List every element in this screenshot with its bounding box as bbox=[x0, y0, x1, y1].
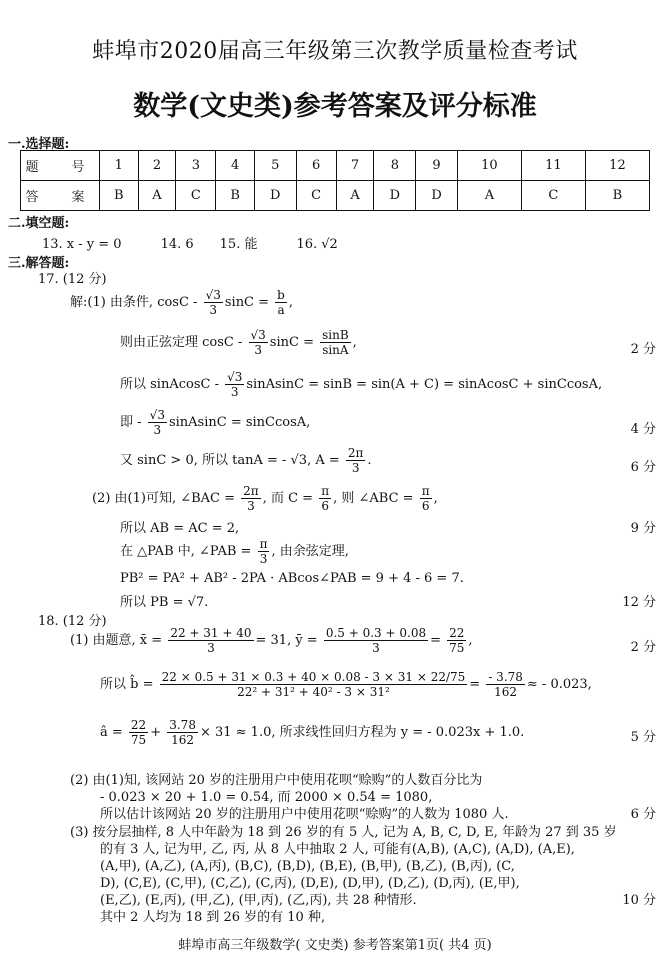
table-cell: 8 bbox=[374, 151, 416, 181]
table-cell: B bbox=[100, 181, 139, 211]
table-cell: B bbox=[216, 181, 255, 211]
score-mark: 5 分 bbox=[630, 730, 656, 745]
fraction: $\frac{22 + 31 + 40}{3}$ bbox=[170, 626, 252, 655]
fraction: $\frac{√3}{3}$ bbox=[227, 370, 243, 399]
fraction: $\frac{\pi}{3}$ bbox=[259, 537, 268, 566]
q18-line-2: 所以 b̂ = $\frac{22 \times 0.5 + 31 \times 0.3 + 40 \times 0.08 - 3 \times 31 \times 22/75}{\text{22² + 31² + 40² - 3 × 31²}}$ = $\frac{- 3.78}{162}$ ≈ - 0.023, bbox=[100, 670, 592, 699]
table-cell: 3 bbox=[176, 151, 216, 181]
page-footer: 蚌埠市高三年级数学( 文史类) 参考答案第1页( 共4 页) bbox=[178, 938, 492, 953]
table-cell: 7 bbox=[336, 151, 374, 181]
q17-part-2-line-5: 所以 PB = √7. bbox=[120, 595, 209, 610]
table-cell: C bbox=[296, 181, 336, 211]
score-mark: 2 分 bbox=[630, 342, 656, 357]
q18-part-2-line-1: (2) 由(1)知, 该网站 20 岁的注册用户中使用花呗“赊购”的人数百分比为 bbox=[70, 773, 483, 788]
q18-part-3-line-1: (3) 按分层抽样, 8 人中年龄为 18 到 26 岁的有 5 人, 记为 A, B, C, D, E, 年龄为 27 到 35 岁 bbox=[70, 825, 617, 840]
score-mark: 6 分 bbox=[630, 460, 656, 475]
q17-line-4: 即 - $\frac{√3}{3}$ sinAsinC = sinCcosA, bbox=[120, 408, 311, 437]
q17-line-2: 则由正弦定理 cosC - $\frac{√3}{3}$ sinC = $\frac{\sin B}{\sin A}$ , bbox=[120, 328, 357, 357]
table-cell: D bbox=[254, 181, 296, 211]
fraction: $\frac{2\pi}{3}$ bbox=[243, 484, 259, 513]
table-cell: 10 bbox=[457, 151, 521, 181]
fraction: $\frac{3.78}{162}$ bbox=[169, 718, 196, 747]
answer-table bbox=[20, 150, 650, 211]
row-label-number: 题 号 bbox=[21, 151, 100, 181]
table-cell: 6 bbox=[296, 151, 336, 181]
score-mark: 6 分 bbox=[630, 807, 656, 822]
table-cell: 1 bbox=[100, 151, 139, 181]
fraction: $\frac{\pi}{6}$ bbox=[421, 484, 430, 513]
q17-part-2-line-1: (2) 由(1)可知, ∠BAC = $\frac{2\pi}{3}$ , 而 C = $\frac{\pi}{6}$ , 则 ∠ABC = $\frac{\pi}{6}$ , bbox=[92, 484, 438, 513]
q18-part-3-line-4: D), (C,E), (C,甲), (C,乙), (C,丙), (D,E), (D,甲), (D,乙), (D,丙), (E,甲), bbox=[100, 876, 520, 891]
fill-answers: 13. x - y = 0 14. 6 15. 能 16. √2 bbox=[42, 237, 338, 252]
fraction: $\frac{- 3.78}{162}$ bbox=[488, 670, 523, 699]
table-cell: 11 bbox=[521, 151, 585, 181]
score-mark: 4 分 bbox=[630, 422, 656, 437]
q18-part-3-line-5: (E,乙), (E,丙), (甲,乙), (甲,丙), (乙,丙), 共 28 种情形. bbox=[100, 893, 417, 908]
q17-title: 17. (12 分) bbox=[38, 272, 107, 287]
q18-title: 18. (12 分) bbox=[38, 614, 107, 629]
q18-part-2-line-3: 所以估计该网站 20 岁的注册用户中使用花呗“赊购”的人数为 1080 人. bbox=[100, 807, 509, 822]
table-cell: A bbox=[336, 181, 374, 211]
q17-line-5: 又 sinC > 0, 所以 tanA = - √3, A = $\frac{2\pi}{3}$ . bbox=[120, 446, 372, 475]
fraction: $\frac{√3}{3}$ bbox=[250, 328, 266, 357]
q18-part-3-line-2: 的有 3 人, 记为甲, 乙, 丙, 从 8 人中抽取 2 人, 可能有(A,B), (A,C), (A,D), (A,E), bbox=[100, 842, 575, 857]
section-heading-fill: 二.填空题: bbox=[8, 216, 70, 231]
score-mark: 12 分 bbox=[622, 595, 656, 610]
table-cell: C bbox=[521, 181, 585, 211]
fraction: $\frac{22 \times 0.5 + 31 \times 0.3 + 40 \times 0.08 - 3 \times 31 \times 22/75}{\text{22² + 31² + 40² - 3 × 31²}}$ bbox=[161, 670, 466, 699]
table-cell: C bbox=[176, 181, 216, 211]
q18-part-3-line-6: 其中 2 人均为 18 到 26 岁的有 10 种, bbox=[100, 910, 326, 925]
table-cell: 12 bbox=[585, 151, 649, 181]
table-cell: D bbox=[374, 181, 416, 211]
q17-part-2-line-4: PB² = PA² + AB² - 2PA · ABcos∠PAB = 9 + 4 - 6 = 7. bbox=[120, 571, 464, 586]
section-heading-choice: 一.选择题: bbox=[8, 137, 70, 152]
table-cell: 2 bbox=[138, 151, 176, 181]
table-cell: 4 bbox=[216, 151, 255, 181]
fraction: $\frac{2\pi}{3}$ bbox=[347, 446, 364, 475]
table-cell: 5 bbox=[254, 151, 296, 181]
fraction: $\frac{√3}{3}$ bbox=[149, 408, 165, 437]
table-row bbox=[21, 181, 650, 211]
q17-line-3: 所以 sinAcosC - $\frac{√3}{3}$ sinAsinC = sinB = sin(A + C) = sinAcosC + sinCcosA, bbox=[120, 370, 603, 399]
document-subtitle: 数学(文史类)参考答案及评分标准 bbox=[133, 91, 537, 122]
q17-line-1: 解:(1) 由条件, cosC - $\frac{√3}{3}$ sinC = $\frac{b}{a}$ , bbox=[70, 288, 293, 317]
q17-part-2-line-3: 在 △PAB 中, ∠PAB = $\frac{\pi}{3}$ , 由余弦定理, bbox=[120, 537, 349, 566]
fraction: $\frac{√3}{3}$ bbox=[205, 288, 221, 317]
fraction: $\frac{22}{75}$ bbox=[130, 718, 147, 747]
score-mark: 9 分 bbox=[630, 521, 656, 536]
table-cell: A bbox=[138, 181, 176, 211]
section-heading-solve: 三.解答题: bbox=[8, 256, 70, 271]
row-label-answer: 答 案 bbox=[21, 181, 100, 211]
q18-line-3: â = $\frac{22}{75}$ + $\frac{3.78}{162}$ × 31 ≈ 1.0, 所求线性回归方程为 y = - 0.023x + 1.0. bbox=[100, 718, 525, 747]
fraction: $\frac{22}{75}$ bbox=[449, 626, 465, 655]
q18-part-3-line-3: (A,甲), (A,乙), (A,丙), (B,C), (B,D), (B,E), (B,甲), (B,乙), (B,丙), (C, bbox=[100, 859, 515, 874]
table-cell: B bbox=[585, 181, 649, 211]
fraction: $\frac{b}{a}$ bbox=[277, 288, 285, 317]
score-mark: 10 分 bbox=[622, 893, 656, 908]
document-title: 蚌埠市2020届高三年级第三次教学质量检查考试 bbox=[92, 39, 578, 64]
fraction: $\frac{\pi}{6}$ bbox=[321, 484, 330, 513]
table-cell: 9 bbox=[416, 151, 458, 181]
q18-part-2-line-2: - 0.023 × 20 + 1.0 = 0.54, 而 2000 × 0.54 = 1080, bbox=[100, 790, 433, 805]
q17-part-2-line-2: 所以 AB = AC = 2, bbox=[120, 521, 240, 536]
fraction: $\frac{\sin B}{\sin A}$ bbox=[322, 328, 349, 357]
fraction: $\frac{0.5 + 0.3 + 0.08}{3}$ bbox=[325, 626, 427, 655]
q18-line-1: (1) 由题意, x̄ = $\frac{22 + 31 + 40}{3}$ = 31, ȳ = $\frac{0.5 + 0.3 + 0.08}{3}$ = $\frac{22}{75}$ , bbox=[70, 626, 473, 655]
score-mark: 2 分 bbox=[630, 640, 656, 655]
table-row bbox=[21, 151, 650, 181]
table-cell: A bbox=[457, 181, 521, 211]
table-cell: D bbox=[416, 181, 458, 211]
